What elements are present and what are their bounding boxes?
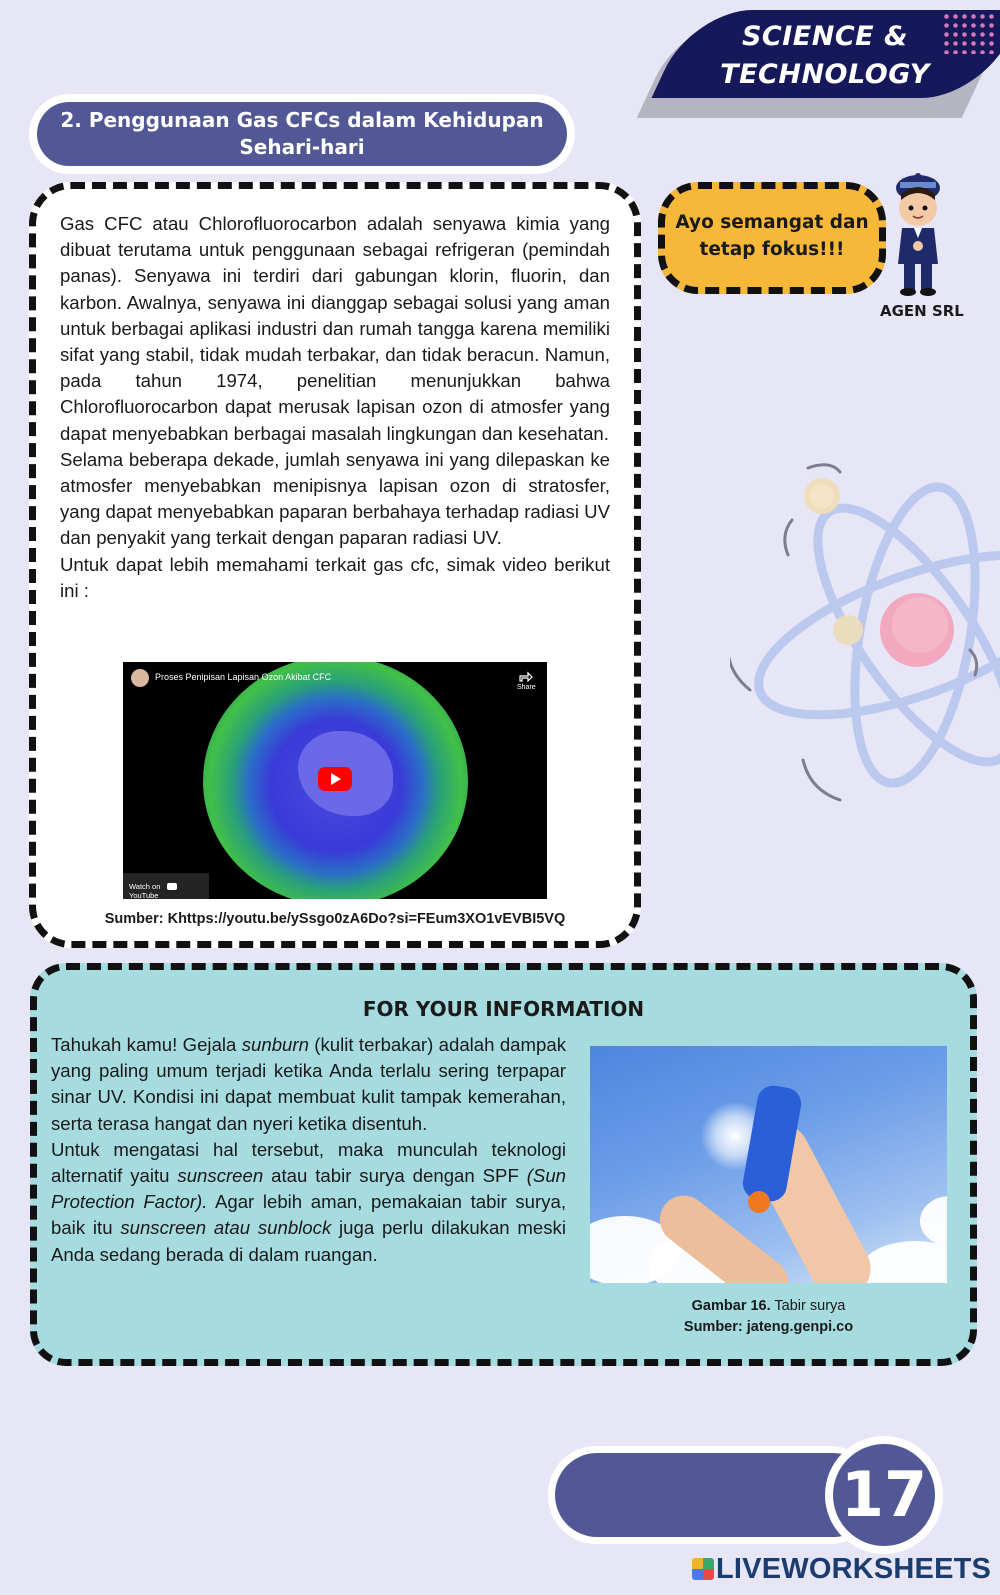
fyi-text xyxy=(51,1032,566,1268)
section-title-line2: Sehari-hari xyxy=(239,135,365,159)
fyi-p2-c: atau tabir surya dengan SPF xyxy=(263,1165,527,1187)
fyi-paragraph-1 xyxy=(51,1032,566,1137)
share-label: Share xyxy=(517,684,536,691)
motivation-bubble xyxy=(658,182,886,294)
fyi-p2-f: sunscreen atau sunblock xyxy=(120,1217,332,1239)
fyi-p2-d: (Sun Protection Factor). xyxy=(51,1165,566,1213)
section-title-line1: 2. Penggunaan Gas CFCs dalam Kehidupan xyxy=(60,108,544,132)
figure-label: Gambar 16. xyxy=(691,1298,771,1314)
watch-on-label: Watch on xyxy=(129,882,161,891)
fyi-p2-g: juga perlu dilakukan meski Anda sedang berada di dalam ruangan. xyxy=(51,1217,566,1265)
fyi-paragraph-2 xyxy=(51,1137,566,1268)
fyi-p1-b: sunburn xyxy=(241,1034,309,1055)
content-paragraph-1: Gas CFC atau Chlorofluorocarbon adalah senyawa kimia yang dibuat terutama untuk penggunaan sebagai refrigeran (pemindah panas). Senyawa ini terdiri dari gabungan klorin, fluorin, dan karbon. Awalnya, senyawa ini dianggap sebagai solusi yang aman untuk berbagai aplikasi industri dan rumah tangga karena memiliki sifat yang stabil, tidak mudah terbakar, dan tidak beracun. Namun, pada tahun 1974, penelitian menunjukkan bahwa Chlorofluorocarbon dapat merusak lapisan ozon di atmosfer yang dapat menyebabkan berbagai masalah lingkungan dan kesehatan. xyxy=(60,213,610,444)
content-text xyxy=(60,211,610,604)
fyi-p1-a: Tahukah kamu! Gejala xyxy=(51,1034,242,1055)
fyi-title: FOR YOUR INFORMATION xyxy=(362,997,645,1021)
motivation-line1: Ayo semangat dan xyxy=(675,212,869,233)
fyi-p2-e: Agar lebih aman, pemakaian tabir surya, baik itu xyxy=(51,1191,567,1239)
figure-caption xyxy=(590,1296,947,1338)
video-title[interactable]: Proses Penipisan Lapisan Ozon Akibat CFC xyxy=(155,672,332,682)
video-source: Sumber: Khttps://youtu.be/ySsgo0zA6Do?si=FEum3XO1vEVBI5VQ xyxy=(104,911,566,927)
section-title-frame xyxy=(29,94,575,174)
figure-caption-line xyxy=(590,1296,947,1317)
channel-avatar[interactable] xyxy=(131,669,149,687)
play-button[interactable] xyxy=(318,767,352,791)
figure-caption-text: Tabir surya xyxy=(770,1298,846,1314)
share-button[interactable] xyxy=(517,670,535,692)
motivation-line2: tetap fokus!!! xyxy=(699,239,845,260)
header-badge-line2: TECHNOLOGY xyxy=(720,59,930,90)
liveworksheets-icon xyxy=(692,1558,714,1580)
youtube-label: YouTube xyxy=(129,891,159,899)
liveworksheets-label: LIVEWORKSHEETS xyxy=(716,1553,992,1585)
fyi-box xyxy=(30,963,977,1366)
bottle-cap xyxy=(748,1191,770,1213)
content-paragraph-3: Untuk dapat lebih memahami terkait gas cfc, simak video berikut ini : xyxy=(60,553,610,601)
header-badge-line1: SCIENCE & xyxy=(741,21,909,52)
header-badge-text xyxy=(690,18,960,94)
video-embed[interactable] xyxy=(123,662,547,899)
fyi-p1-c: (kulit terbakar) adalah dampak yang paling umum terjadi ketika Anda terlalu sering terpapar sinar UV. Kondisi ini dapat membuat kulit tampak kemerahan, serta terasa hangat dan nyeri ketika disentuh. xyxy=(51,1034,566,1134)
mascot-illustration xyxy=(882,172,954,297)
content-paragraph-2: Selama beberapa dekade, jumlah senyawa ini yang dilepaskan ke atmosfer menyebabkan menipisnya lapisan ozon di stratosfer, yang dapat menyebabkan paparan berbahaya terhadap radiasi UV dan penyakit yang terkait dengan paparan radiasi UV. xyxy=(60,448,610,549)
header-badge xyxy=(660,10,1000,110)
liveworksheets-logo xyxy=(692,1553,992,1587)
fyi-p2-a: Untuk mengatasi hal tersebut, maka munculah teknologi alternatif yaitu xyxy=(51,1138,566,1187)
share-icon xyxy=(519,670,533,682)
page-number: 17 xyxy=(833,1444,935,1546)
content-box xyxy=(29,182,641,948)
section-title xyxy=(37,102,567,166)
atom-decoration xyxy=(730,460,1000,840)
fyi-p2-b: sunscreen xyxy=(177,1165,264,1187)
figure-source: Sumber: jateng.genpi.co xyxy=(683,1319,854,1335)
cloud xyxy=(920,1196,947,1246)
mascot-label: AGEN SRL xyxy=(880,302,964,320)
sunscreen-photo xyxy=(590,1046,947,1283)
youtube-icon xyxy=(167,883,177,890)
watch-on-youtube-button[interactable] xyxy=(123,873,209,899)
cloud xyxy=(860,1241,947,1283)
